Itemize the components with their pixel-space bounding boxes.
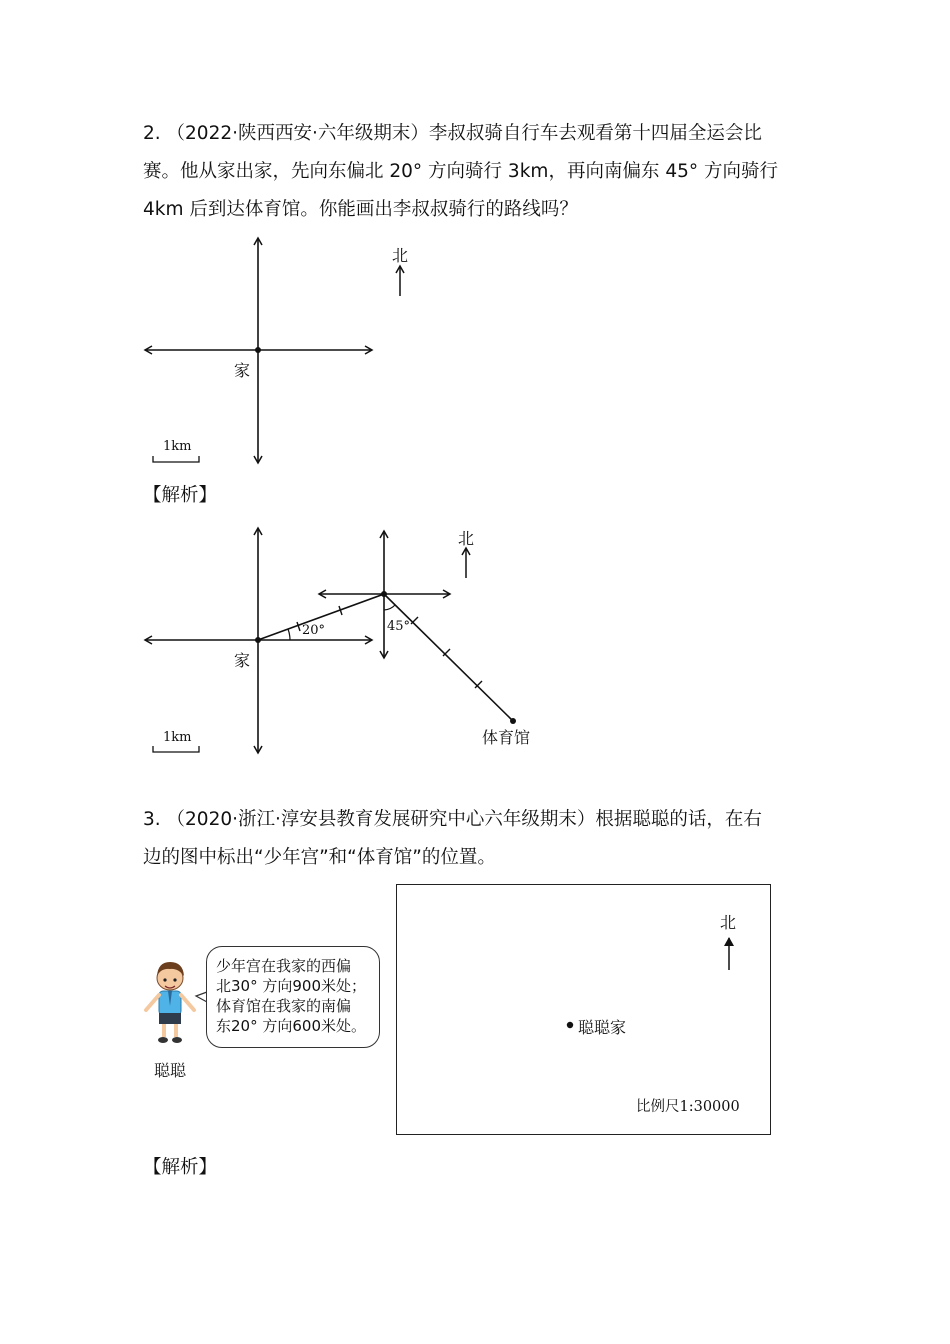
bubble-line: 东20° 方向600米处。 <box>216 1017 366 1035</box>
a2-route-leg-2 <box>384 594 513 721</box>
a2-home-dot <box>255 637 261 643</box>
a2-scale-bar <box>153 746 199 752</box>
a2-home-label: 家 <box>234 651 251 670</box>
a2-stadium-label: 体育馆 <box>482 728 531 747</box>
q2-home-label: 家 <box>234 361 251 380</box>
a2-scale-label: 1km <box>163 730 192 745</box>
boy-illustration <box>146 962 194 1043</box>
a2-angle-arc-45 <box>384 605 395 610</box>
a2-angle-45-label: 45° <box>387 619 411 634</box>
a2-stadium-dot <box>510 718 516 724</box>
speech-bubble-text <box>216 956 366 1036</box>
character-name: 聪聪 <box>154 1061 187 1080</box>
a2-angle-20-label: 20° <box>302 623 326 638</box>
q3-home-label: 聪聪家 <box>578 1018 627 1037</box>
q3-scale-label: 比例尺1:30000 <box>636 1099 740 1115</box>
q3-analysis-heading: 【解析】 <box>143 1157 218 1178</box>
q2-analysis-heading: 【解析】 <box>143 485 218 506</box>
q3-line-1: 3. （2020·浙江·淳安县教育发展研究中心六年级期末）根据聪聪的话，在右 <box>143 809 762 830</box>
bubble-line: 体育馆在我家的南偏 <box>216 997 352 1015</box>
q2-line-2: 赛。他从家出家，先向东偏北 20° 方向骑行 3km，再向南偏东 45° 方向骑行 <box>143 161 778 182</box>
a2-north-label: 北 <box>458 529 475 548</box>
bubble-line: 北30° 方向900米处； <box>216 977 366 995</box>
a2-angle-arc-20 <box>288 629 290 640</box>
q3-north-label: 北 <box>720 913 737 932</box>
a2-turn-dot <box>381 591 387 597</box>
q2-line-3: 4km 后到达体育馆。你能画出李叔叔骑行的路线吗？ <box>143 199 578 220</box>
q3-line-2: 边的图中标出“少年宫”和“体育馆”的位置。 <box>143 847 496 868</box>
bubble-line: 少年宫在我家的西偏 <box>216 957 352 975</box>
q2-north-label: 北 <box>392 246 409 265</box>
q2-scale-label: 1km <box>163 439 192 454</box>
q2-scale-bar <box>153 456 199 462</box>
q2-line-1: 2. （2022·陕西西安·六年级期末）李叔叔骑自行车去观看第十四届全运会比 <box>143 123 762 144</box>
q2-home-dot <box>255 347 261 353</box>
